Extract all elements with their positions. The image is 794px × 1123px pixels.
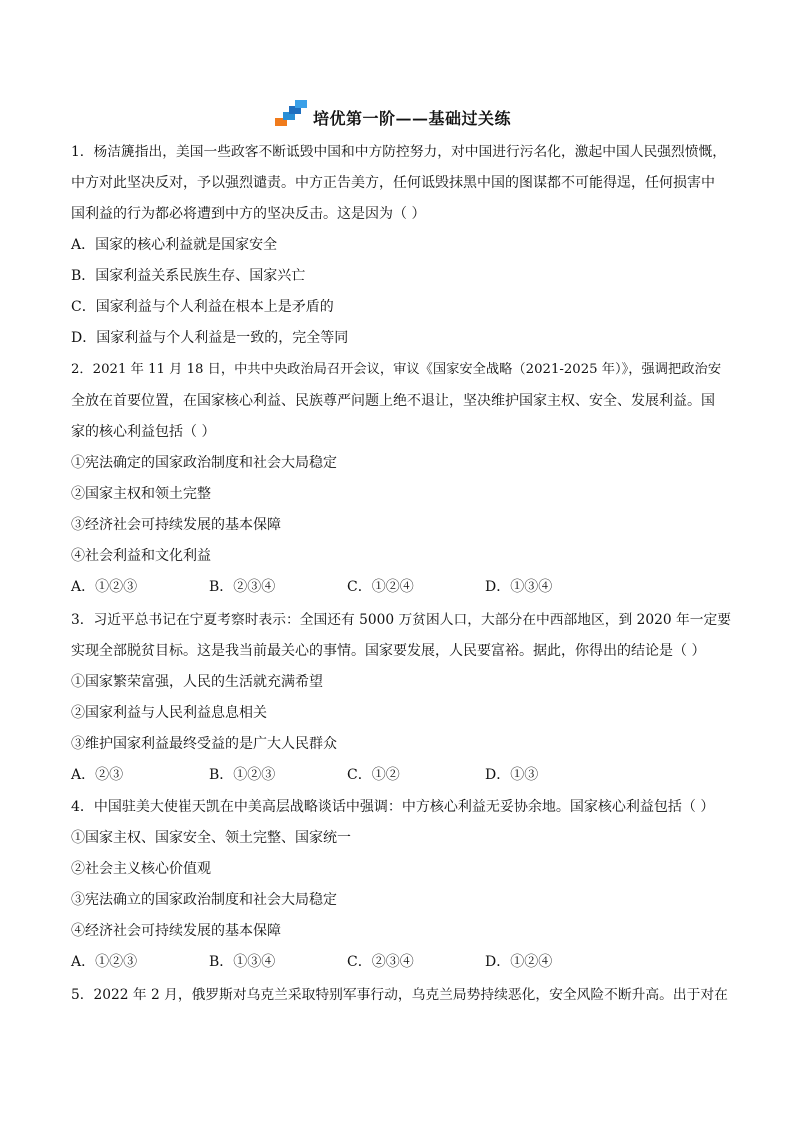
q3-choice-a: A．②③ (71, 767, 124, 783)
q4-choices (71, 952, 731, 972)
q4-stem-line-1: 4．中国驻美大使崔天凯在中美高层战略谈话中强调：中方核心利益无妥协余地。国家核心利益包括（ ） (71, 799, 715, 815)
q1-option-c: C．国家利益与个人利益在根本上是矛盾的 (71, 299, 334, 315)
q2-item-1: ①宪法确定的国家政治制度和社会大局稳定 (71, 455, 337, 471)
q2-item-2: ②国家主权和领土完整 (71, 486, 211, 502)
q2-choices (71, 577, 731, 597)
q1-stem-line-3: 国利益的行为都必将遭到中方的坚决反击。这是因为（ ） (71, 206, 426, 222)
q1-option-a: A．国家的核心利益就是国家安全 (71, 237, 278, 253)
q1-option-d: D．国家利益与个人利益是一致的，完全等同 (71, 330, 349, 346)
q3-choice-b: B．①②③ (209, 767, 276, 783)
q3-choices (71, 765, 731, 785)
q2-stem-line-3: 家的核心利益包括（ ） (71, 424, 216, 440)
q3-choice-d: D．①③ (485, 767, 539, 783)
q2-item-4: ④社会利益和文化利益 (71, 548, 211, 564)
q3-item-1: ①国家繁荣富强，人民的生活就充满希望 (71, 674, 323, 690)
q3-item-3: ③维护国家利益最终受益的是广大人民群众 (71, 736, 337, 752)
q2-stem-line-2: 全放在首要位置，在国家核心利益、民族尊严问题上绝不退让，坚决维护国家主权、安全、发展利益。国 (71, 393, 715, 409)
staircase-logo-icon (275, 100, 311, 128)
q2-item-3: ③经济社会可持续发展的基本保障 (71, 517, 281, 533)
q3-choice-c: C．①② (347, 767, 400, 783)
q4-choice-a: A．①②③ (71, 954, 138, 970)
q1-option-b: B．国家利益关系民族生存、国家兴亡 (71, 268, 306, 284)
q3-item-2: ②国家利益与人民利益息息相关 (71, 705, 267, 721)
q5-stem-line-1: 5．2022 年 2 月，俄罗斯对乌克兰采取特别军事行动，乌克兰局势持续恶化，安全风险不断升高。出于对在 (71, 987, 728, 1003)
q1-stem-line-2: 中方对此坚决反对，予以强烈谴责。中方正告美方，任何诋毁抹黑中国的图谋都不可能得逞，任何损害中 (71, 175, 715, 191)
q3-stem-line-2: 实现全部脱贫目标。这是我当前最关心的事情。国家要发展，人民要富裕。据此，你得出的结论是（ ） (71, 643, 706, 659)
q4-choice-b: B．①③④ (209, 954, 276, 970)
q2-stem-line-1: 2．2021 年 11 月 18 日，中共中央政治局召开会议，审议《国家安全战略（2021-2025 年）》，强调把政治安 (71, 362, 722, 377)
q2-choice-d: D．①③④ (485, 579, 553, 595)
q3-stem-line-1: 3．习近平总书记在宁夏考察时表示：全国还有 5000 万贫困人口，大部分在中西部地区，到 2020 年一定要 (71, 612, 731, 628)
q2-choice-c: C．①②④ (347, 579, 414, 595)
q4-choice-d: D．①②④ (485, 954, 553, 970)
q4-choice-c: C．②③④ (347, 954, 414, 970)
q2-choice-b: B．②③④ (209, 579, 276, 595)
q4-item-2: ②社会主义核心价值观 (71, 861, 211, 877)
q2-choice-a: A．①②③ (71, 579, 138, 595)
q1-stem-line-1: 1．杨洁篪指出，美国一些政客不断诋毁中国和中方防控努力，对中国进行污名化，激起中国人民强烈愤慨， (71, 144, 727, 160)
q4-item-1: ①国家主权、国家安全、领土完整、国家统一 (71, 830, 351, 846)
q4-item-3: ③宪法确立的国家政治制度和社会大局稳定 (71, 892, 337, 908)
page-title: 培优第一阶——基础过关练 (313, 109, 512, 128)
q4-item-4: ④经济社会可持续发展的基本保障 (71, 923, 281, 939)
